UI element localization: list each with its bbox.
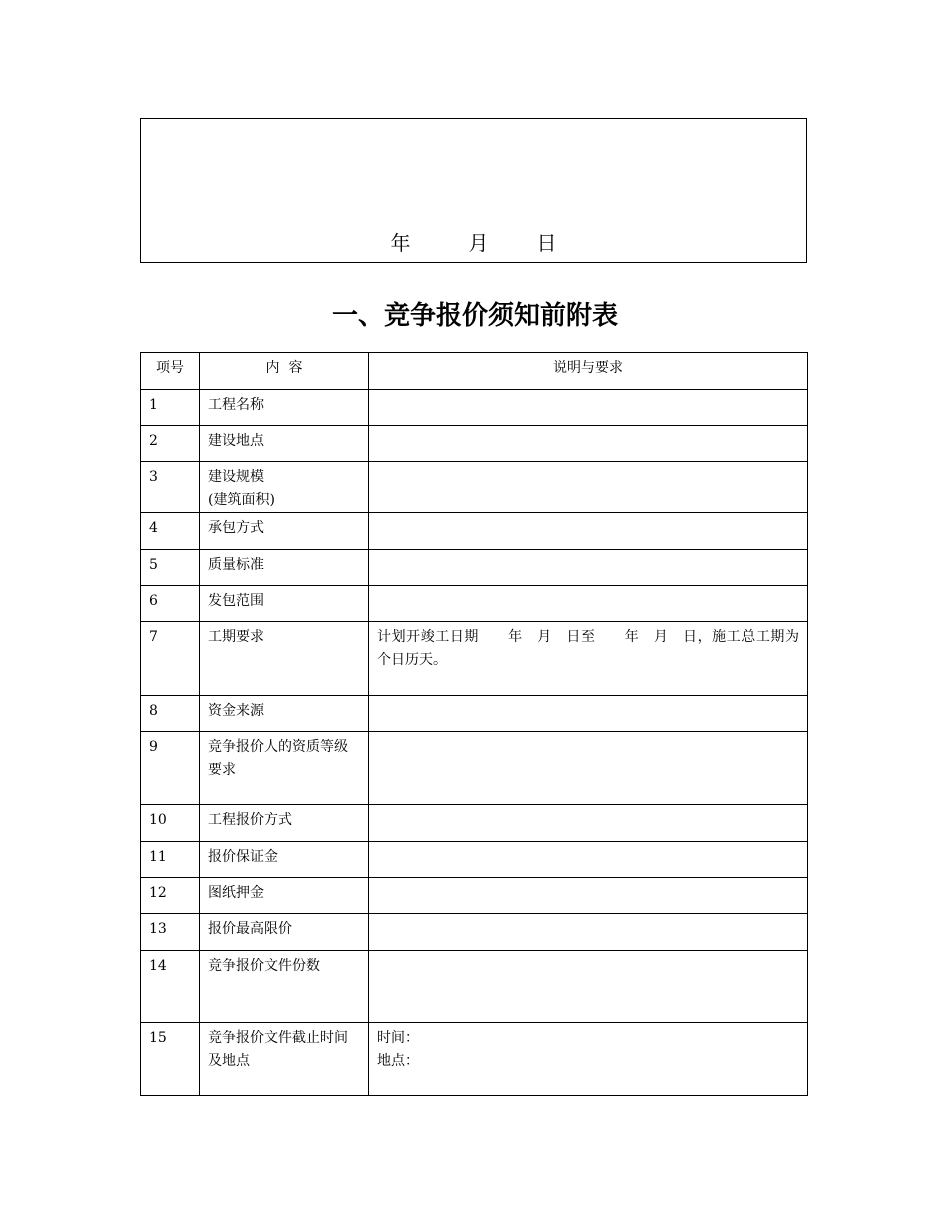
header-desc: 说明与要求 bbox=[369, 353, 808, 390]
row-no: 9 bbox=[141, 732, 200, 805]
row-no: 2 bbox=[141, 426, 200, 462]
row-desc bbox=[369, 842, 808, 878]
row-no: 12 bbox=[141, 878, 200, 914]
table-row bbox=[141, 462, 808, 513]
row-item: 质量标准 bbox=[200, 550, 369, 586]
row-no: 15 bbox=[141, 1023, 200, 1096]
row-no: 11 bbox=[141, 842, 200, 878]
table-row bbox=[141, 586, 808, 622]
row-item: 图纸押金 bbox=[200, 878, 369, 914]
row-desc bbox=[369, 426, 808, 462]
row-desc: 时间： 地点： bbox=[369, 1023, 808, 1096]
row-desc bbox=[369, 462, 808, 513]
header-content: 内 容 bbox=[200, 353, 369, 390]
page-title: 一、竞争报价须知前附表 bbox=[331, 301, 618, 331]
table-header-row bbox=[141, 353, 808, 390]
row-item: 建设地点 bbox=[200, 426, 369, 462]
row-no: 7 bbox=[141, 622, 200, 696]
row-no: 10 bbox=[141, 805, 200, 842]
row-item: 建设规模 (建筑面积) bbox=[200, 462, 369, 513]
row-item: 资金来源 bbox=[200, 696, 369, 732]
table-row bbox=[141, 426, 808, 462]
table-row bbox=[141, 622, 808, 696]
table-row bbox=[141, 550, 808, 586]
month-label: 月 bbox=[468, 231, 489, 255]
table-row bbox=[141, 513, 808, 550]
table-row bbox=[141, 842, 808, 878]
row-desc bbox=[369, 696, 808, 732]
table-row bbox=[141, 951, 808, 1023]
row-desc bbox=[369, 951, 808, 1023]
row-desc bbox=[369, 513, 808, 550]
row-desc bbox=[369, 914, 808, 951]
row-desc bbox=[369, 390, 808, 426]
row-desc bbox=[369, 805, 808, 842]
row-item: 工期要求 bbox=[200, 622, 369, 696]
row-desc: 计划开竣工日期 年 月 日至 年 月 日，施工总工期为 个日历天。 bbox=[369, 622, 808, 696]
table-row bbox=[141, 390, 808, 426]
table-row bbox=[141, 805, 808, 842]
row-item: 竞争报价人的资质等级要求 bbox=[200, 732, 369, 805]
row-item: 竞争报价文件截止时间及地点 bbox=[200, 1023, 369, 1096]
table-row bbox=[141, 878, 808, 914]
row-item: 竞争报价文件份数 bbox=[200, 951, 369, 1023]
requirements-table bbox=[140, 352, 827, 1096]
row-desc bbox=[369, 878, 808, 914]
row-item: 工程名称 bbox=[200, 390, 369, 426]
date-line bbox=[141, 231, 806, 255]
row-desc bbox=[369, 732, 808, 805]
row-no: 6 bbox=[141, 586, 200, 622]
table-row bbox=[141, 696, 808, 732]
row-no: 5 bbox=[141, 550, 200, 586]
row-no: 3 bbox=[141, 462, 200, 513]
row-item: 报价保证金 bbox=[200, 842, 369, 878]
date-signature-box bbox=[140, 118, 807, 263]
row-no: 13 bbox=[141, 914, 200, 951]
row-no: 14 bbox=[141, 951, 200, 1023]
table-row bbox=[141, 732, 808, 805]
row-item: 报价最高限价 bbox=[200, 914, 369, 951]
table-row bbox=[141, 914, 808, 951]
row-item: 工程报价方式 bbox=[200, 805, 369, 842]
row-desc bbox=[369, 586, 808, 622]
row-desc bbox=[369, 550, 808, 586]
day-label: 日 bbox=[536, 231, 557, 255]
row-no: 4 bbox=[141, 513, 200, 550]
header-no: 项号 bbox=[141, 353, 200, 390]
row-no: 8 bbox=[141, 696, 200, 732]
row-item: 发包范围 bbox=[200, 586, 369, 622]
row-item: 承包方式 bbox=[200, 513, 369, 550]
year-label: 年 bbox=[390, 231, 411, 255]
row-no: 1 bbox=[141, 390, 200, 426]
table-row bbox=[141, 1023, 808, 1096]
